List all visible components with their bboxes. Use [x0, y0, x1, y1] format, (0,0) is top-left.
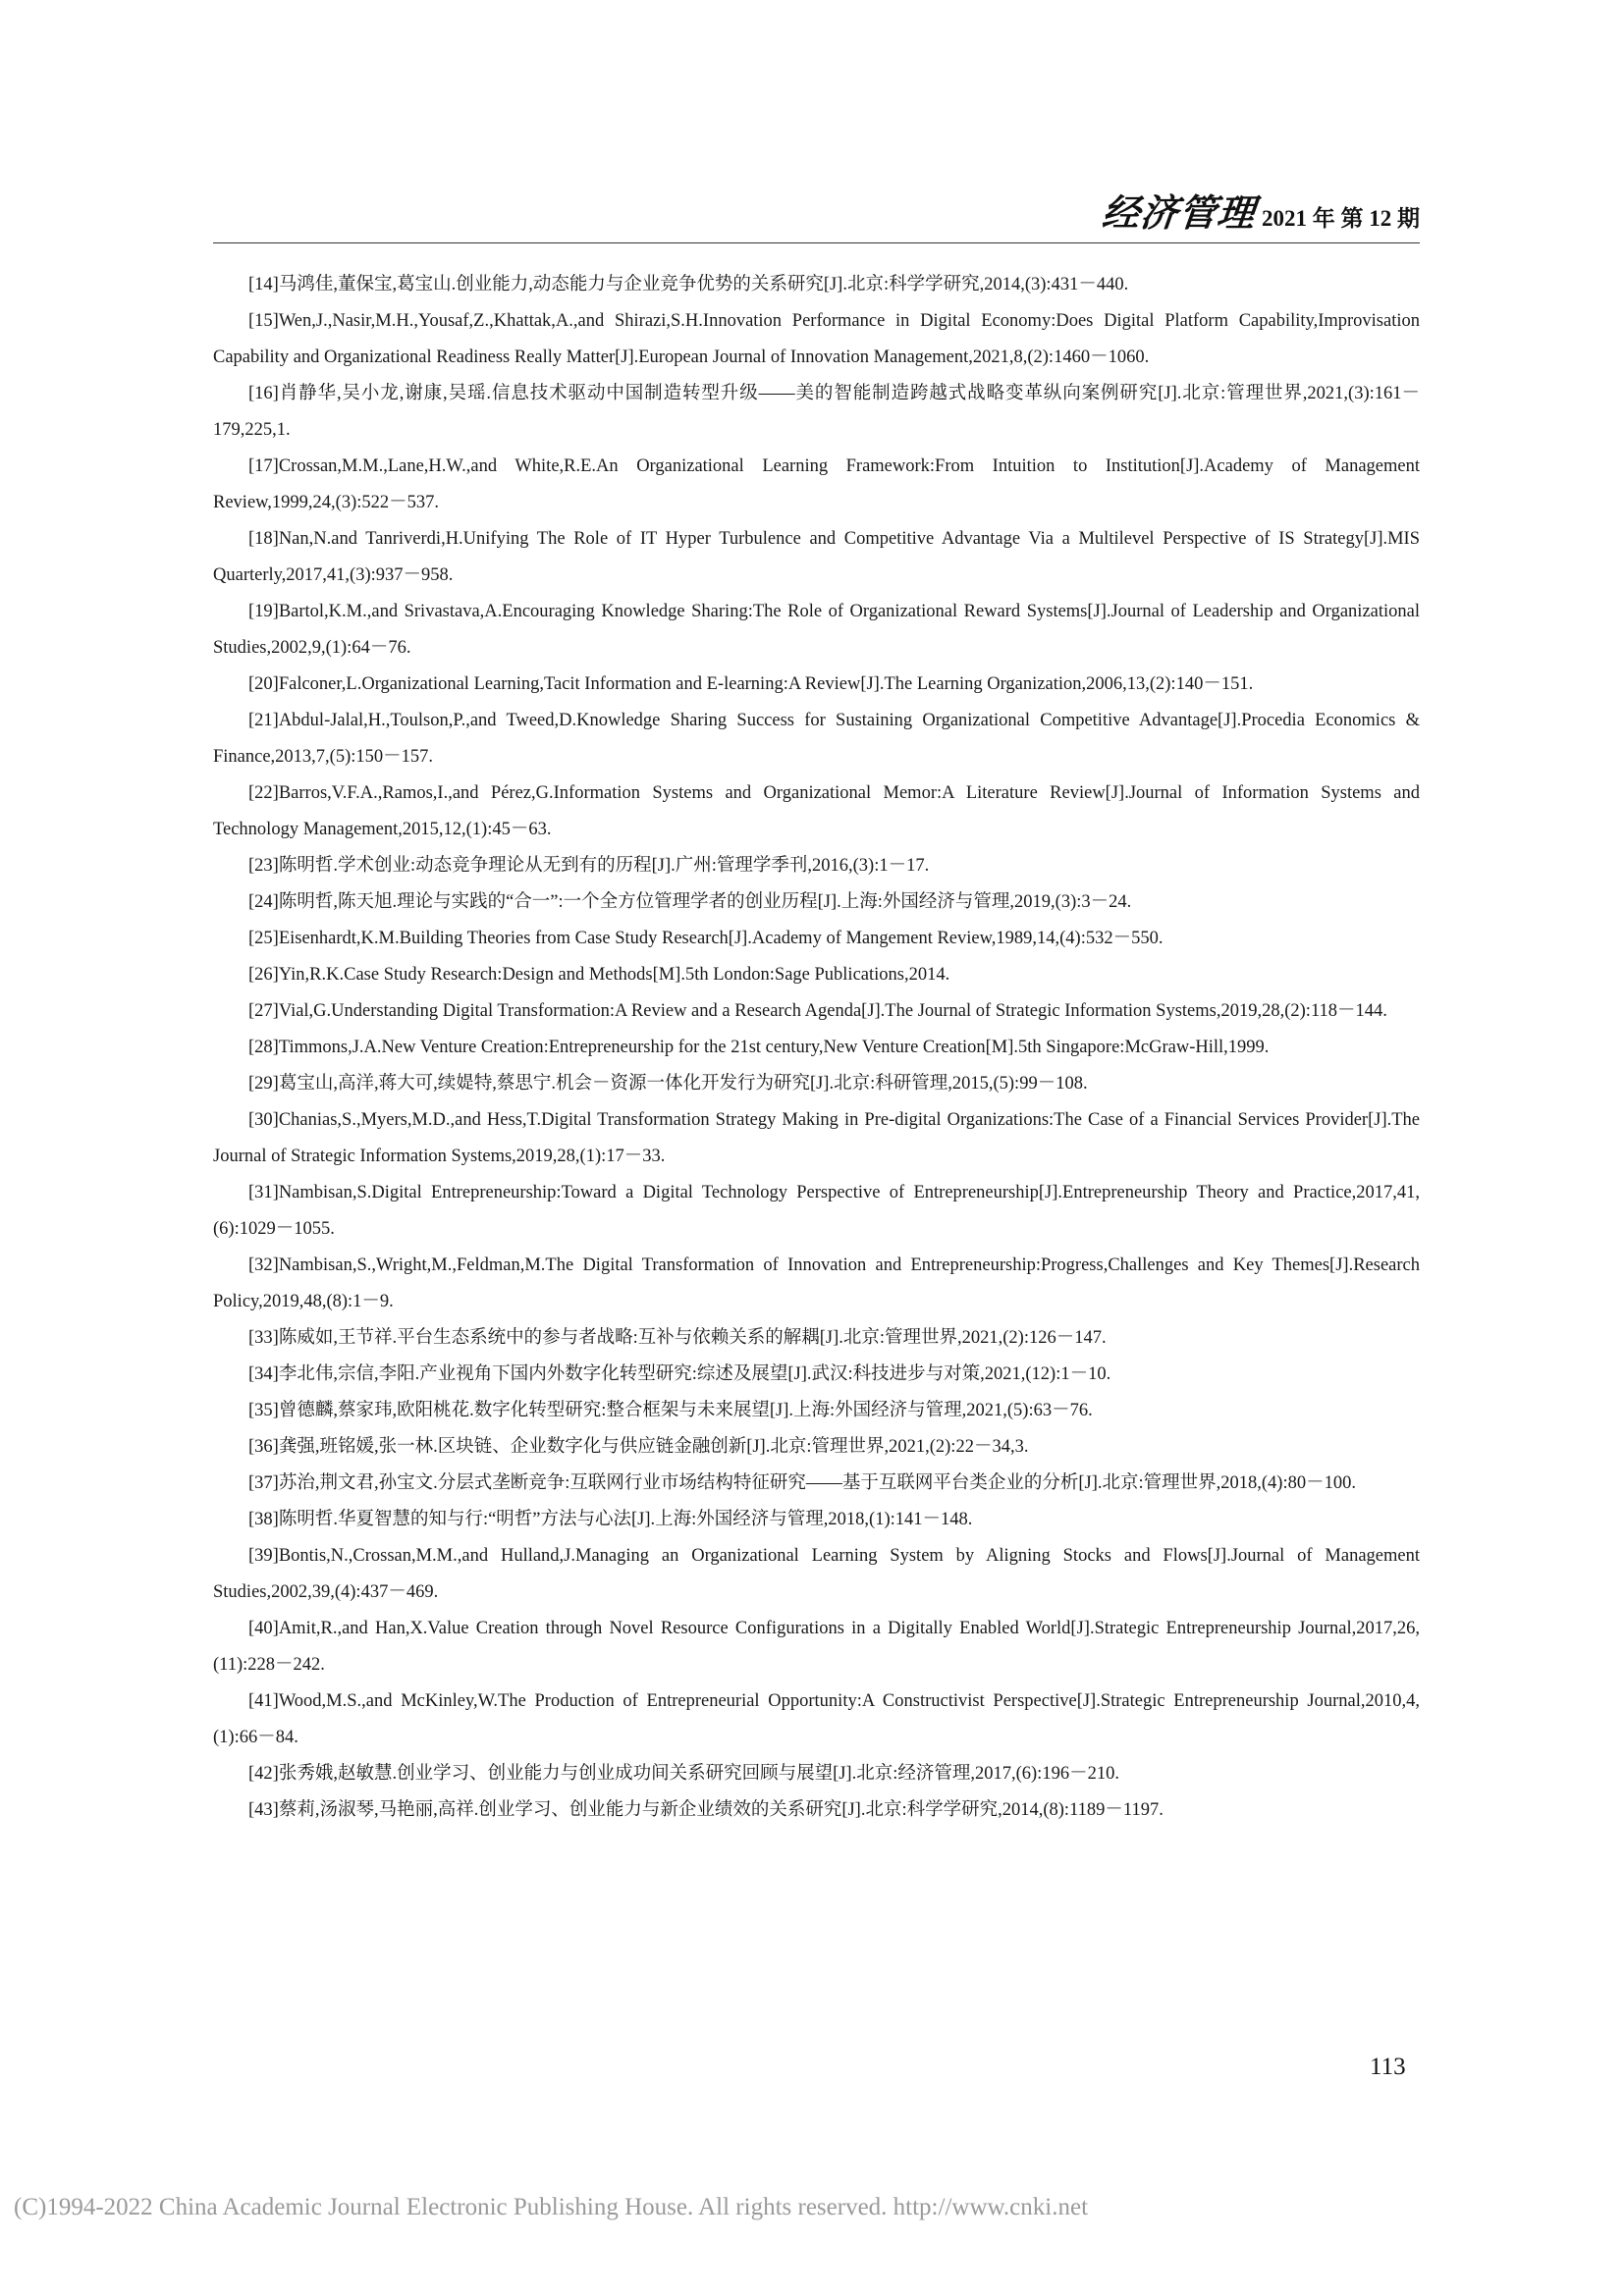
reference-item: [39]Bontis,N.,Crossan,M.M.,and Hulland,J.Managing an Organizational Learning System by Aligning Stocks and Flows[J].Journal of Management Studies,2002,39,(4):437－469.: [213, 1546, 1420, 1602]
reference-item: [43]蔡莉,汤淑琴,马艳丽,高祥.创业学习、创业能力与新企业绩效的关系研究[J].北京:科学学研究,2014,(8):1189－1197.: [248, 1800, 1164, 1820]
reference-item: [28]Timmons,J.A.New Venture Creation:Entrepreneurship for the 21st century,New Venture Creation[M].5th Singapore:McGraw-Hill,1999.: [248, 1038, 1270, 1057]
running-header: [213, 185, 1420, 243]
reference-item: [40]Amit,R.,and Han,X.Value Creation through Novel Resource Configurations in a Digitally Enabled World[J].Strategic Entrepreneurship Journal,2017,26,(11):228－242.: [213, 1619, 1420, 1675]
reference-item: [24]陈明哲,陈天旭.理论与实践的“合一”:一个全方位管理学者的创业历程[J].上海:外国经济与管理,2019,(3):3－24.: [248, 892, 1132, 912]
reference-item: [16]肖静华,吴小龙,谢康,吴瑶.信息技术驱动中国制造转型升级——美的智能制造跨越式战略变革纵向案例研究[J].北京:管理世界,2021,(3):161－179,225,1.: [213, 384, 1420, 440]
reference-item: [27]Vial,G.Understanding Digital Transformation:A Review and a Research Agenda[J].The Journal of Strategic Information Systems,2019,28,(2):118－144.: [248, 1001, 1387, 1021]
reference-item: [15]Wen,J.,Nasir,M.H.,Yousaf,Z.,Khattak,A.,and Shirazi,S.H.Innovation Performance in Digital Economy:Does Digital Platform Capability,Improvisation Capability and Organizational Readiness Really Matter[J].European Journal of Innovation Management,2021,8,(2):1460－1060.: [213, 311, 1420, 367]
journal-logo: 经济管理: [1100, 190, 1259, 235]
reference-item: [36]龚强,班铭媛,张一林.区块链、企业数字化与供应链金融创新[J].北京:管理世界,2021,(2):22－34,3.: [248, 1437, 1029, 1457]
copyright-footer: (C)1994-2022 China Academic Journal Electronic Publishing House. All rights reserved. http://www.cnki.net: [14, 2194, 1089, 2220]
reference-item: [20]Falconer,L.Organizational Learning,Tacit Information and E-learning:A Review[J].The Learning Organization,2006,13,(2):140－151.: [248, 674, 1254, 694]
reference-item: [22]Barros,V.F.A.,Ramos,I.,and Pérez,G.Information Systems and Organizational Memor:A Literature Review[J].Journal of Information Systems and Technology Management,2015,12,(1):45－63.: [213, 783, 1420, 839]
reference-item: [41]Wood,M.S.,and McKinley,W.The Production of Entrepreneurial Opportunity:A Constructivist Perspective[J].Strategic Entrepreneurship Journal,2010,4,(1):66－84.: [213, 1691, 1420, 1747]
reference-item: [18]Nan,N.and Tanriverdi,H.Unifying The Role of IT Hyper Turbulence and Competitive Advantage Via a Multilevel Perspective of IS Strategy[J].MIS Quarterly,2017,41,(3):937－958.: [213, 529, 1420, 585]
reference-item: [29]葛宝山,高洋,蒋大可,续媞特,蔡思宁.机会－资源一体化开发行为研究[J].北京:科研管理,2015,(5):99－108.: [248, 1074, 1088, 1094]
page-number: 113: [1370, 2054, 1406, 2080]
reference-item: [38]陈明哲.华夏智慧的知与行:“明哲”方法与心法[J].上海:外国经济与管理,2018,(1):141－148.: [248, 1510, 973, 1529]
reference-item: [25]Eisenhardt,K.M.Building Theories from Case Study Research[J].Academy of Mangement Review,1989,14,(4):532－550.: [248, 929, 1164, 948]
reference-item: [31]Nambisan,S.Digital Entrepreneurship:Toward a Digital Technology Perspective of Entrepreneurship[J].Entrepreneurship Theory and Practice,2017,41,(6):1029－1055.: [213, 1183, 1420, 1239]
reference-item: [32]Nambisan,S.,Wright,M.,Feldman,M.The Digital Transformation of Innovation and Entrepreneurship:Progress,Challenges and Key Themes[J].Research Policy,2019,48,(8):1－9.: [213, 1255, 1420, 1311]
reference-item: [21]Abdul-Jalal,H.,Toulson,P.,and Tweed,D.Knowledge Sharing Success for Sustaining Organizational Competitive Advantage[J].Procedia Economics & Finance,2013,7,(5):150－157.: [213, 711, 1420, 767]
reference-item: [35]曾德麟,蔡家玮,欧阳桃花.数字化转型研究:整合框架与未来展望[J].上海:外国经济与管理,2021,(5):63－76.: [248, 1401, 1093, 1420]
reference-item: [34]李北伟,宗信,李阳.产业视角下国内外数字化转型研究:综述及展望[J].武汉:科技进步与对策,2021,(12):1－10.: [248, 1364, 1111, 1384]
reference-item: [37]苏治,荆文君,孙宝文.分层式垄断竞争:互联网行业市场结构特征研究——基于互联网平台类企业的分析[J].北京:管理世界,2018,(4):80－100.: [248, 1473, 1356, 1493]
reference-list: [213, 267, 1420, 1829]
reference-item: [26]Yin,R.K.Case Study Research:Design and Methods[M].5th London:Sage Publications,2014.: [248, 965, 950, 985]
reference-item: [14]马鸿佳,董保宝,葛宝山.创业能力,动态能力与企业竞争优势的关系研究[J].北京:科学学研究,2014,(3):431－440.: [248, 275, 1129, 294]
reference-item: [30]Chanias,S.,Myers,M.D.,and Hess,T.Digital Transformation Strategy Making in Pre-digital Organizations:The Case of a Financial Services Provider[J].The Journal of Strategic Information Systems,2019,28,(1):17－33.: [213, 1110, 1420, 1166]
reference-item: [33]陈威如,王节祥.平台生态系统中的参与者战略:互补与依赖关系的解耦[J].北京:管理世界,2021,(2):126－147.: [248, 1328, 1107, 1348]
reference-item: [42]张秀娥,赵敏慧.创业学习、创业能力与创业成功间关系研究回顾与展望[J].北京:经济管理,2017,(6):196－210.: [248, 1764, 1119, 1784]
reference-item: [23]陈明哲.学术创业:动态竞争理论从无到有的历程[J].广州:管理学季刊,2016,(3):1－17.: [248, 856, 930, 876]
reference-item: [19]Bartol,K.M.,and Srivastava,A.Encouraging Knowledge Sharing:The Role of Organizational Reward Systems[J].Journal of Leadership and Organizational Studies,2002,9,(1):64－76.: [213, 602, 1420, 658]
reference-item: [17]Crossan,M.M.,Lane,H.W.,and White,R.E.An Organizational Learning Framework:From Intuition to Institution[J].Academy of Management Review,1999,24,(3):522－537.: [213, 456, 1420, 512]
issue-label: 2021 年 第 12 期: [1262, 206, 1420, 231]
